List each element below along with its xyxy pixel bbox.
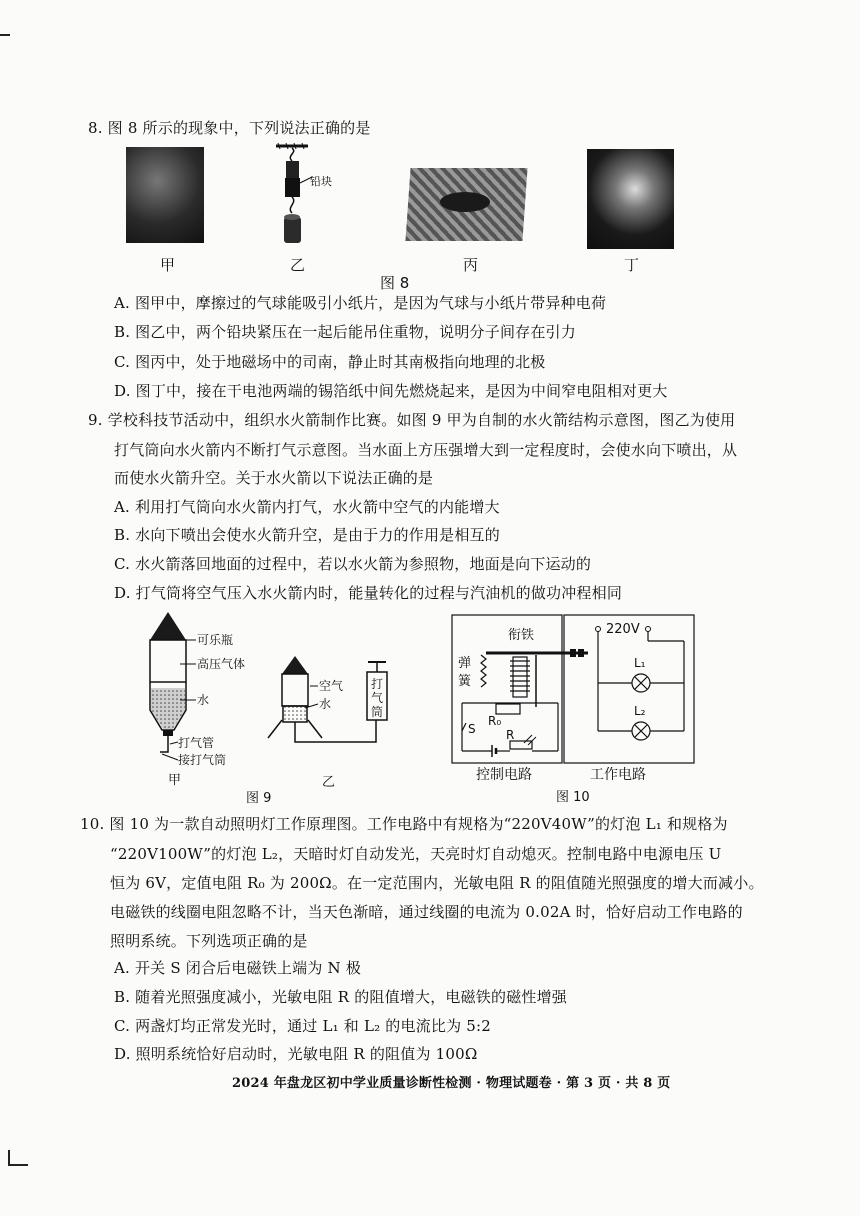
label-pump-3: 筒 — [371, 705, 384, 719]
fig8-photo-bing-spoon — [440, 192, 490, 212]
q10-option-b: B. 随着光照强度减小，光敏电阻 R 的阻值增大，电磁铁的磁性增强 — [114, 988, 567, 1006]
label-water-2: 水 — [319, 697, 332, 711]
fig8-label-yi: 乙 — [290, 256, 306, 274]
scan-mark-top — [0, 34, 10, 36]
label-switch-s: S — [468, 722, 476, 736]
label-220v: 220V — [606, 622, 640, 637]
q10-stem-line-4: 电磁铁的线圈电阻忽略不计，当天色渐暗，通过线圈的电流为 0.02A 时，恰好启动工作电路的 — [110, 903, 743, 921]
q10-option-a: A. 开关 S 闭合后电磁铁上端为 N 极 — [114, 959, 362, 977]
label-pump-2: 气 — [371, 691, 384, 705]
label-spring-1: 弹 — [458, 656, 472, 671]
label-air: 空气 — [319, 679, 344, 693]
label-connect-pump: 接打气筒 — [178, 753, 227, 767]
label-spring-2: 簧 — [458, 674, 472, 689]
q8-stem: 8. 图 8 所示的现象中，下列说法正确的是 — [88, 119, 371, 137]
fig8-label-ding: 丁 — [624, 256, 640, 274]
label-high-pressure-gas: 高压气体 — [197, 657, 246, 671]
fig10-circuit-diagram — [448, 611, 700, 807]
label-r: R — [506, 728, 515, 742]
fig8-title: 图 8 — [380, 274, 410, 292]
q10-stem-line-5: 照明系统。下列选项正确的是 — [110, 932, 308, 950]
fig8-label-bing: 丙 — [463, 256, 479, 274]
q8-option-c: C. 图丙中，处于地磁场中的司南，静止时其南极指向地理的北极 — [114, 353, 546, 371]
fig9-water-rocket-diagram — [140, 602, 410, 807]
label-control-circuit: 控制电路 — [476, 767, 532, 783]
q9-option-d: D. 打气筒将空气压入水火箭内时，能量转化的过程与汽油机的做功冲程相同 — [114, 584, 623, 602]
q8-option-b: B. 图乙中，两个铅块紧压在一起后能吊住重物，说明分子间存在引力 — [114, 323, 576, 341]
label-pump-tube: 打气管 — [178, 736, 215, 750]
q8-option-d: D. 图丁中，接在干电池两端的锡箔纸中间先燃烧起来，是因为中间窄电阻相对更大 — [114, 382, 668, 400]
q9-stem-line-2: 打气筒向水火箭内不断打气示意图。当水面上方压强增大到一定程度时，会使水向下喷出，从 — [114, 441, 738, 459]
label-coke-bottle: 可乐瓶 — [197, 633, 234, 647]
fig8-label-jia: 甲 — [160, 256, 176, 274]
label-pump-1: 打 — [371, 677, 384, 691]
fig10-title: 图 10 — [556, 790, 590, 805]
fig9-label-yi: 乙 — [322, 775, 336, 790]
label-armature: 衔铁 — [508, 628, 535, 643]
fig9-title: 图 9 — [246, 791, 272, 806]
lead-block-label: 铅块 — [310, 175, 332, 188]
fig8-photo-jia — [126, 147, 204, 243]
page-footer: 2024 年盘龙区初中学业质量诊断性检测 · 物理试题卷 · 第 3 页 · 共 8 页 — [232, 1076, 671, 1091]
q10-stem-line-1: 10. 图 10 为一款自动照明灯工作原理图。工作电路中有规格为“220V40W”的灯泡 L₁ 和规格为 — [80, 815, 728, 833]
label-work-circuit: 工作电路 — [590, 767, 646, 783]
label-l2: L₂ — [634, 704, 646, 718]
q9-option-b: B. 水向下喷出会使水火箭升空，是由于力的作用是相互的 — [114, 526, 500, 544]
q9-stem-line-3: 而使水火箭升空。关于水火箭以下说法正确的是 — [114, 469, 434, 487]
q10-stem-line-3: 恒为 6V，定值电阻 R₀ 为 200Ω。在一定范围内，光敏电阻 R 的阻值随光照强度的增大而减小。 — [110, 874, 764, 892]
label-l1: L₁ — [634, 656, 646, 670]
label-r0: R₀ — [488, 714, 502, 728]
fig8-photo-ding — [587, 149, 674, 249]
q10-option-c: C. 两盏灯均正常发光时，通过 L₁ 和 L₂ 的电流比为 5:2 — [114, 1017, 492, 1035]
q9-option-c: C. 水火箭落回地面的过程中，若以水火箭为参照物，地面是向下运动的 — [114, 555, 592, 573]
scan-mark-bottom-h — [8, 1164, 28, 1166]
q9-option-a: A. 利用打气筒向水火箭内打气，水火箭中空气的内能增大 — [114, 498, 500, 516]
q9-stem-line-1: 9. 学校科技节活动中，组织水火箭制作比赛。如图 9 甲为自制的水火箭结构示意图，图乙为使用 — [88, 411, 736, 429]
q10-stem-line-2: “220V100W”的灯泡 L₂，天暗时灯自动发光，天亮时灯自动熄灭。控制电路中电源电压 U — [110, 845, 722, 863]
fig9-label-jia: 甲 — [168, 773, 182, 788]
label-water: 水 — [197, 693, 210, 707]
q10-option-d: D. 照明系统恰好启动时，光敏电阻 R 的阻值为 100Ω — [114, 1045, 478, 1063]
q8-option-a: A. 图甲中，摩擦过的气球能吸引小纸片，是因为气球与小纸片带异种电荷 — [114, 294, 607, 312]
fig8-lead-block-diagram — [266, 141, 346, 253]
